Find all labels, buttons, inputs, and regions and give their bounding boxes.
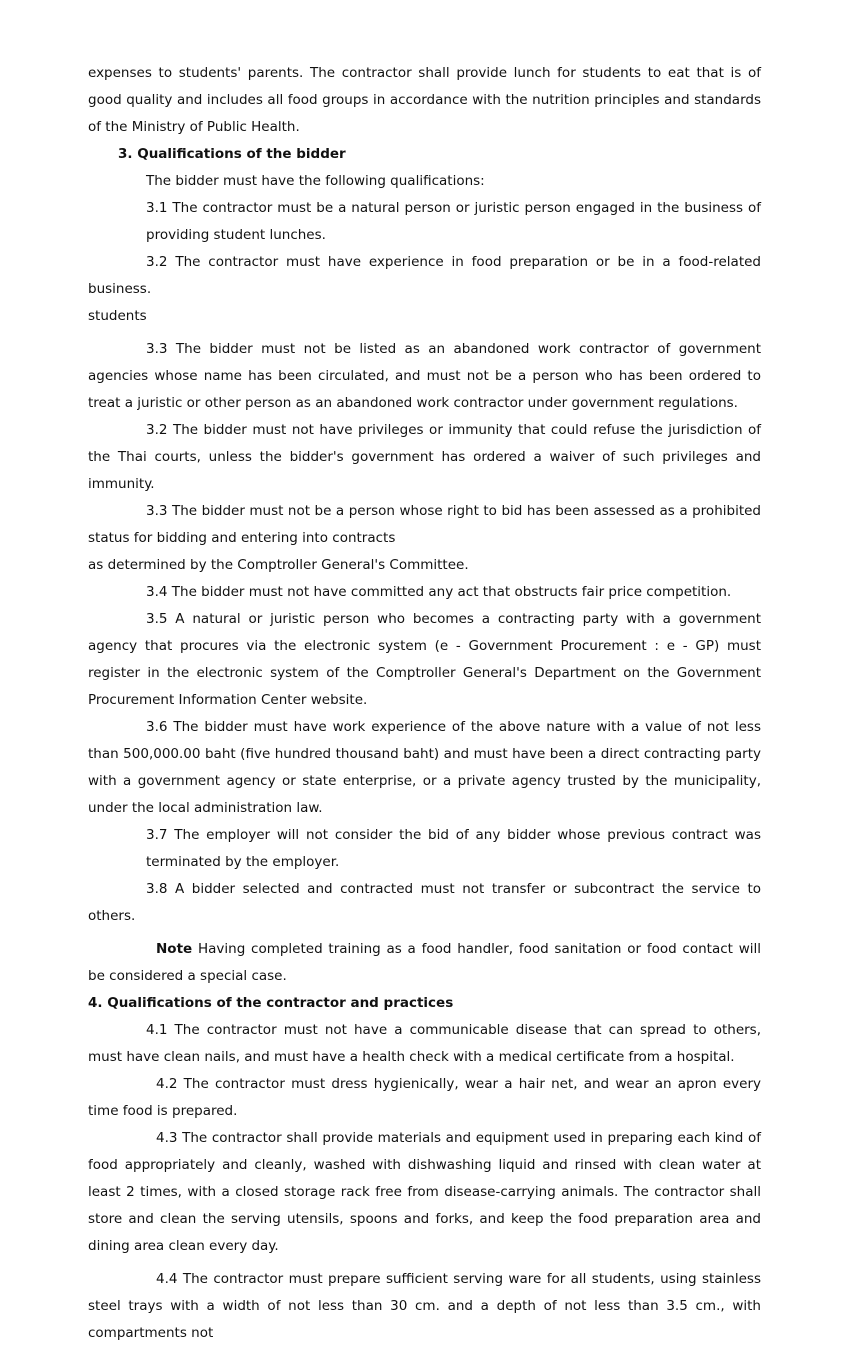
clause-3-3-abandoned: 3.3 The bidder must not be listed as an abandoned work contractor of government agencies whose name has been circulated, and must not be a person who has been ordered to treat a juristic or other person as an abandoned work contractor under government regulations. bbox=[88, 341, 761, 411]
clause-3-6: 3.6 The bidder must have work experience of the above nature with a value of not less than 500,000.00 baht (five hundred thousand baht) and must have been a direct contracting party with a government agency or state enterprise, or a private agency trusted by the municipality, under the local administration law. bbox=[88, 719, 761, 816]
clause-3-3-prohibited: 3.3 The bidder must not be a person whose right to bid has been assessed as a prohibited status for bidding and entering into contracts bbox=[88, 503, 761, 546]
section-3-lead: The bidder must have the following qualifications: bbox=[146, 173, 485, 189]
section-4-heading: 4. Qualifications of the contractor and practices bbox=[88, 995, 454, 1011]
clause-3-3-prohibited-tail: as determined by the Comptroller General's Committee. bbox=[88, 557, 469, 573]
clause-3-2-experience-tail: students bbox=[88, 308, 147, 324]
clause-3-5: 3.5 A natural or juristic person who becomes a contracting party with a government agency that procures via the electronic system (e - Government Procurement : e - GP) must register in the electronic system of the Comptroller General's Department on the Government Procurement Information Center website. bbox=[88, 611, 761, 708]
clause-3-4: 3.4 The bidder must not have committed any act that obstructs fair price competition. bbox=[146, 584, 732, 600]
clause-3-7: 3.7 The employer will not consider the bid of any bidder whose previous contract was terminated by the employer. bbox=[146, 827, 761, 870]
note-label: Note bbox=[156, 941, 193, 957]
clause-4-2: 4.2 The contractor must dress hygienically, wear a hair net, and wear an apron every time food is prepared. bbox=[88, 1076, 761, 1119]
clause-4-1: 4.1 The contractor must not have a communicable disease that can spread to others, must have clean nails, and must have a health check with a medical certificate from a hospital. bbox=[88, 1022, 761, 1065]
note-text: Having completed training as a food handler, food sanitation or food contact will be considered a special case. bbox=[88, 941, 762, 984]
clause-4-4: 4.4 The contractor must prepare sufficient serving ware for all students, using stainless steel trays with a width of not less than 30 cm. and a depth of not less than 3.5 cm., with compartments not bbox=[88, 1271, 761, 1341]
intro-paragraph: expenses to students' parents. The contractor shall provide lunch for students to eat that is of good quality and includes all food groups in accordance with the nutrition principles and standards of the Ministry of Public Health. bbox=[88, 65, 761, 135]
section-3-heading: 3. Qualifications of the bidder bbox=[118, 146, 346, 162]
clause-3-8: 3.8 A bidder selected and contracted must not transfer or subcontract the service to others. bbox=[88, 881, 761, 924]
clause-3-2-immunity: 3.2 The bidder must not have privileges or immunity that could refuse the jurisdiction of the Thai courts, unless the bidder's government has ordered a waiver of such privileges and immunity. bbox=[88, 422, 761, 492]
clause-4-3: 4.3 The contractor shall provide materials and equipment used in preparing each kind of food appropriately and cleanly, washed with dishwashing liquid and rinsed with clean water at least 2 times, with a closed storage rack free from disease-carrying animals. The contractor shall store and clean the serving utensils, spoons and forks, and keep the food preparation area and dining area clean every day. bbox=[88, 1130, 761, 1254]
note-paragraph bbox=[88, 936, 761, 990]
clause-3-2-experience: 3.2 The contractor must have experience in food preparation or be in a food-related business. bbox=[88, 254, 761, 297]
clause-3-1: 3.1 The contractor must be a natural person or juristic person engaged in the business of providing student lunches. bbox=[146, 200, 761, 243]
